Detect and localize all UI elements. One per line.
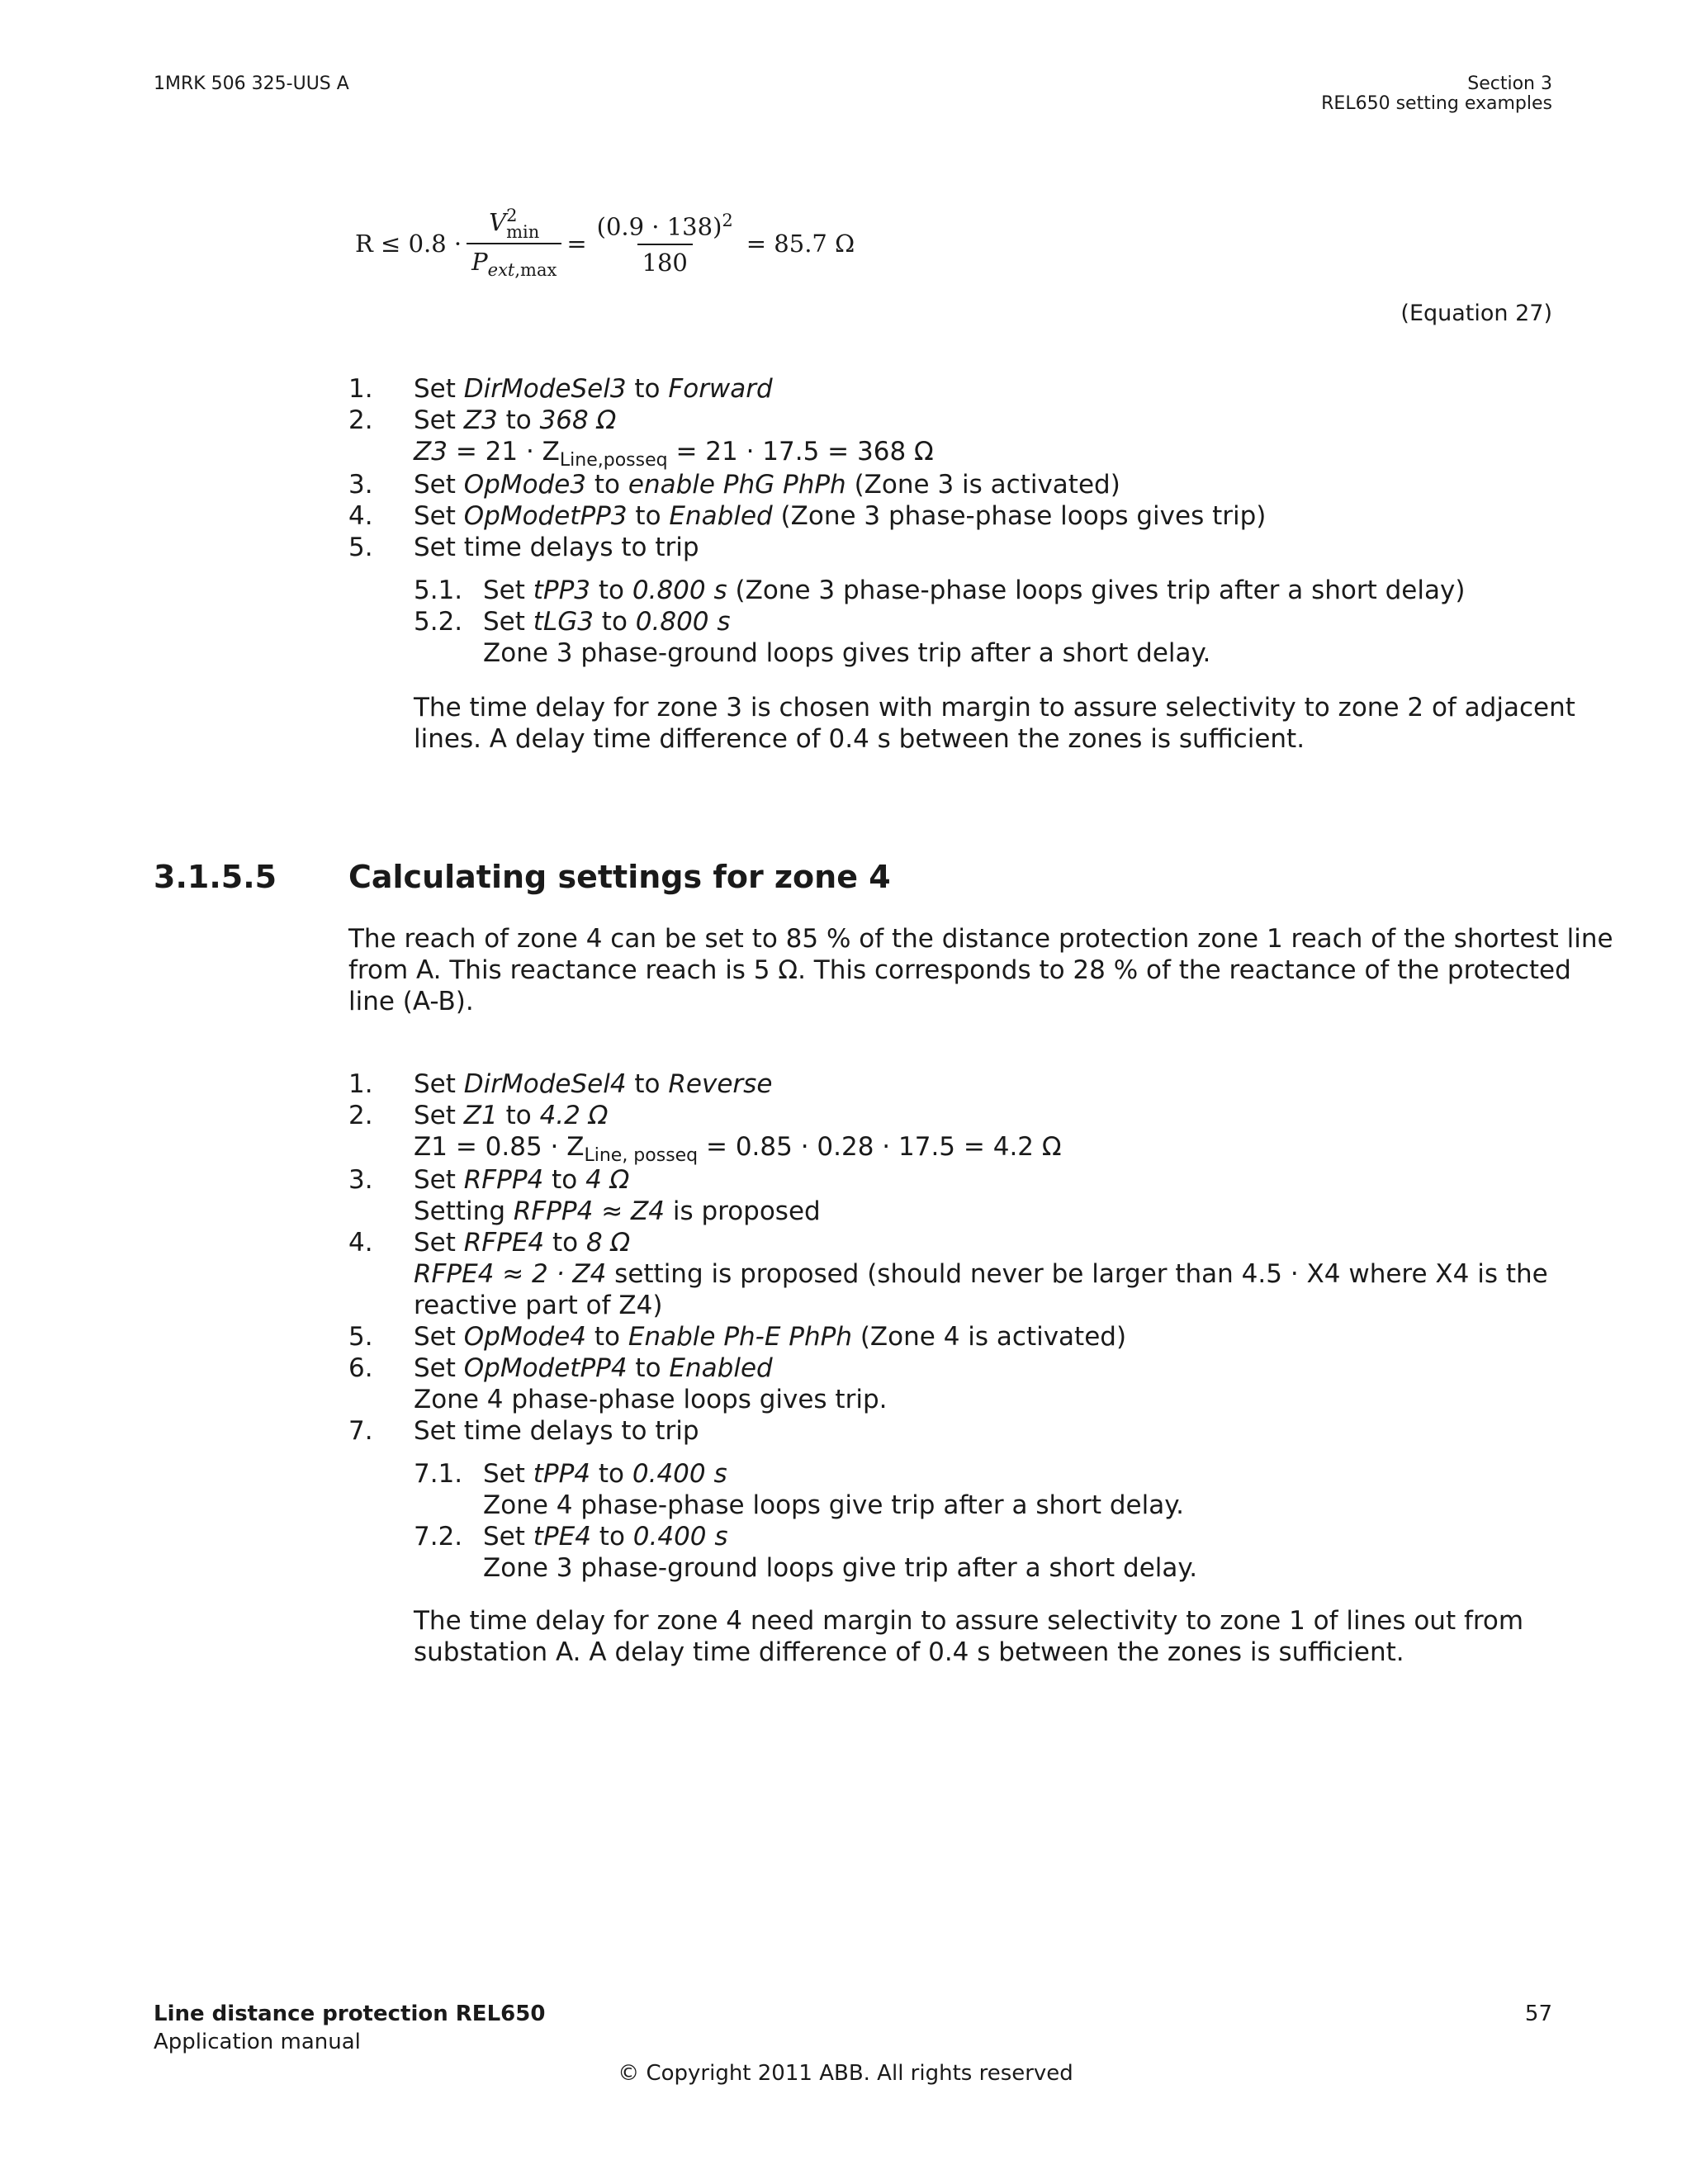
list2-item-4: Set RFPE4 to 8 Ω — [414, 1228, 631, 1258]
list1-item-5: Set time delays to trip — [414, 533, 699, 562]
list2-paragraph-line-1: The time delay for zone 4 need margin to assure selectivity to zone 1 of lines out from — [414, 1606, 1524, 1636]
denominator-2: 180 — [637, 244, 693, 277]
section-label: Section 3 — [1467, 73, 1552, 94]
list2-item-3: Set RFPP4 to 4 Ω — [414, 1165, 630, 1195]
equation-lhs: R ≤ 0.8 · — [355, 230, 462, 258]
list2-subitem-7-2: Set tPE4 to 0.400 s — [483, 1522, 728, 1552]
list2-item-6-desc: Zone 4 phase-phase loops gives trip. — [414, 1385, 888, 1414]
list1-item-3: Set OpMode3 to enable PhG PhPh (Zone 3 is activated) — [414, 470, 1120, 500]
copyright-notice: © Copyright 2011 ABB. All rights reserved — [618, 2061, 1073, 2086]
list2-item-4-note-cont: reactive part of Z4) — [414, 1291, 663, 1320]
list1-num-5: 5. — [348, 533, 373, 562]
list2-item-1: Set DirModeSel4 to Reverse — [414, 1069, 773, 1099]
list2-subitem-7-1: Set tPP4 to 0.400 s — [483, 1459, 727, 1489]
list2-num-5: 5. — [348, 1322, 373, 1352]
p-subscript-max: ,max — [514, 259, 557, 280]
list1-num-4: 4. — [348, 501, 373, 531]
intro-line-3: line (A-B). — [348, 987, 474, 1016]
numerator-2-exponent: 2 — [722, 211, 733, 231]
v-symbol: V — [489, 208, 507, 237]
list1-num-5-2: 5.2. — [414, 607, 463, 637]
list1-num-1: 1. — [348, 374, 373, 404]
footer-manual-type: Application manual — [154, 2030, 361, 2054]
p-subscript-ext: ext — [487, 259, 515, 280]
list2-num-7-2: 7.2. — [414, 1522, 463, 1552]
section-heading: Calculating settings for zone 4 — [348, 859, 891, 895]
list2-item-3-note: Setting RFPP4 ≈ Z4 is proposed — [414, 1196, 821, 1226]
intro-line-1: The reach of zone 4 can be set to 85 % of the distance protection zone 1 reach of the shortest line — [348, 924, 1613, 954]
list2-num-6: 6. — [348, 1353, 373, 1383]
list2-num-2: 2. — [348, 1101, 373, 1130]
document-id: 1MRK 506 325-UUS A — [154, 73, 349, 94]
list1-item-4: Set OpModetPP3 to Enabled (Zone 3 phase-phase loops gives trip) — [414, 501, 1267, 531]
intro-line-2: from A. This reactance reach is 5 Ω. This corresponds to 28 % of the reactance of the protected — [348, 955, 1571, 985]
list1-subitem-5-2: Set tLG3 to 0.800 s — [483, 607, 731, 637]
list1-num-2: 2. — [348, 405, 373, 435]
equation-27 — [355, 195, 867, 292]
list2-item-7: Set time delays to trip — [414, 1416, 699, 1446]
list2-num-4: 4. — [348, 1228, 373, 1258]
list1-num-3: 3. — [348, 470, 373, 500]
list2-item-2: Set Z1 to 4.2 Ω — [414, 1101, 609, 1130]
list1-item-2-formula: $Z3 = 21 \cdot Z_{Line,posseq} = 21 \cdot 17.5 = 368$ Ω — [414, 437, 934, 471]
list2-num-1: 1. — [348, 1069, 373, 1099]
list2-num-3: 3. — [348, 1165, 373, 1195]
v-subscript: min — [506, 222, 540, 243]
list1-subitem-5-2-desc: Zone 3 phase-ground loops gives trip after a short delay. — [483, 638, 1211, 668]
v-exponent: 2 — [506, 206, 518, 226]
list1-num-5-1: 5.1. — [414, 576, 463, 605]
list1-paragraph-line-2: lines. A delay time difference of 0.4 s between the zones is sufficient. — [414, 724, 1305, 754]
list2-item-4-note: RFPE4 ≈ 2 · Z4 setting is proposed (should never be larger than 4.5 · X4 where X4 is the — [414, 1259, 1548, 1289]
list1-paragraph-line-1: The time delay for zone 3 is chosen with margin to assure selectivity to zone 2 of adjacent — [414, 693, 1575, 722]
list2-num-7-1: 7.1. — [414, 1459, 463, 1489]
fraction-2 — [592, 211, 738, 277]
list2-item-6: Set OpModetPP4 to Enabled — [414, 1353, 773, 1383]
equals-sign: = — [566, 230, 587, 258]
numerator-2: (0.9 · 138) — [596, 212, 722, 241]
list2-num-7: 7. — [348, 1416, 373, 1446]
list2-item-5: Set OpMode4 to Enable Ph-E PhPh (Zone 4 is activated) — [414, 1322, 1127, 1352]
equation-label: (Equation 27) — [1400, 301, 1552, 326]
list1-item-1: Set DirModeSel3 to Forward — [414, 374, 773, 404]
list2-subitem-7-2-desc: Zone 3 phase-ground loops give trip after a short delay. — [483, 1553, 1198, 1583]
section-number: 3.1.5.5 — [154, 859, 277, 895]
list1-item-2: Set Z3 to 368 Ω — [414, 405, 617, 435]
list1-subitem-5-1: Set tPP3 to 0.800 s (Zone 3 phase-phase loops gives trip after a short delay) — [483, 576, 1466, 605]
list2-subitem-7-1-desc: Zone 4 phase-phase loops give trip after a short delay. — [483, 1490, 1185, 1520]
page-number: 57 — [1524, 2002, 1552, 2026]
list2-paragraph-line-2: substation A. A delay time difference of 0.4 s between the zones is sufficient. — [414, 1637, 1404, 1667]
p-symbol: P — [471, 248, 488, 277]
equation-result: = 85.7 Ω — [746, 230, 855, 258]
fraction-1 — [467, 207, 561, 280]
list2-item-2-formula: $Z1 = 0.85 \cdot Z_{Line, posseq} = 0.85 \cdot 0.28 \cdot 17.5 = 4.2$ Ω — [414, 1132, 1062, 1166]
section-title-header: REL650 setting examples — [1321, 93, 1552, 114]
footer-product-name: Line distance protection REL650 — [154, 2002, 546, 2026]
